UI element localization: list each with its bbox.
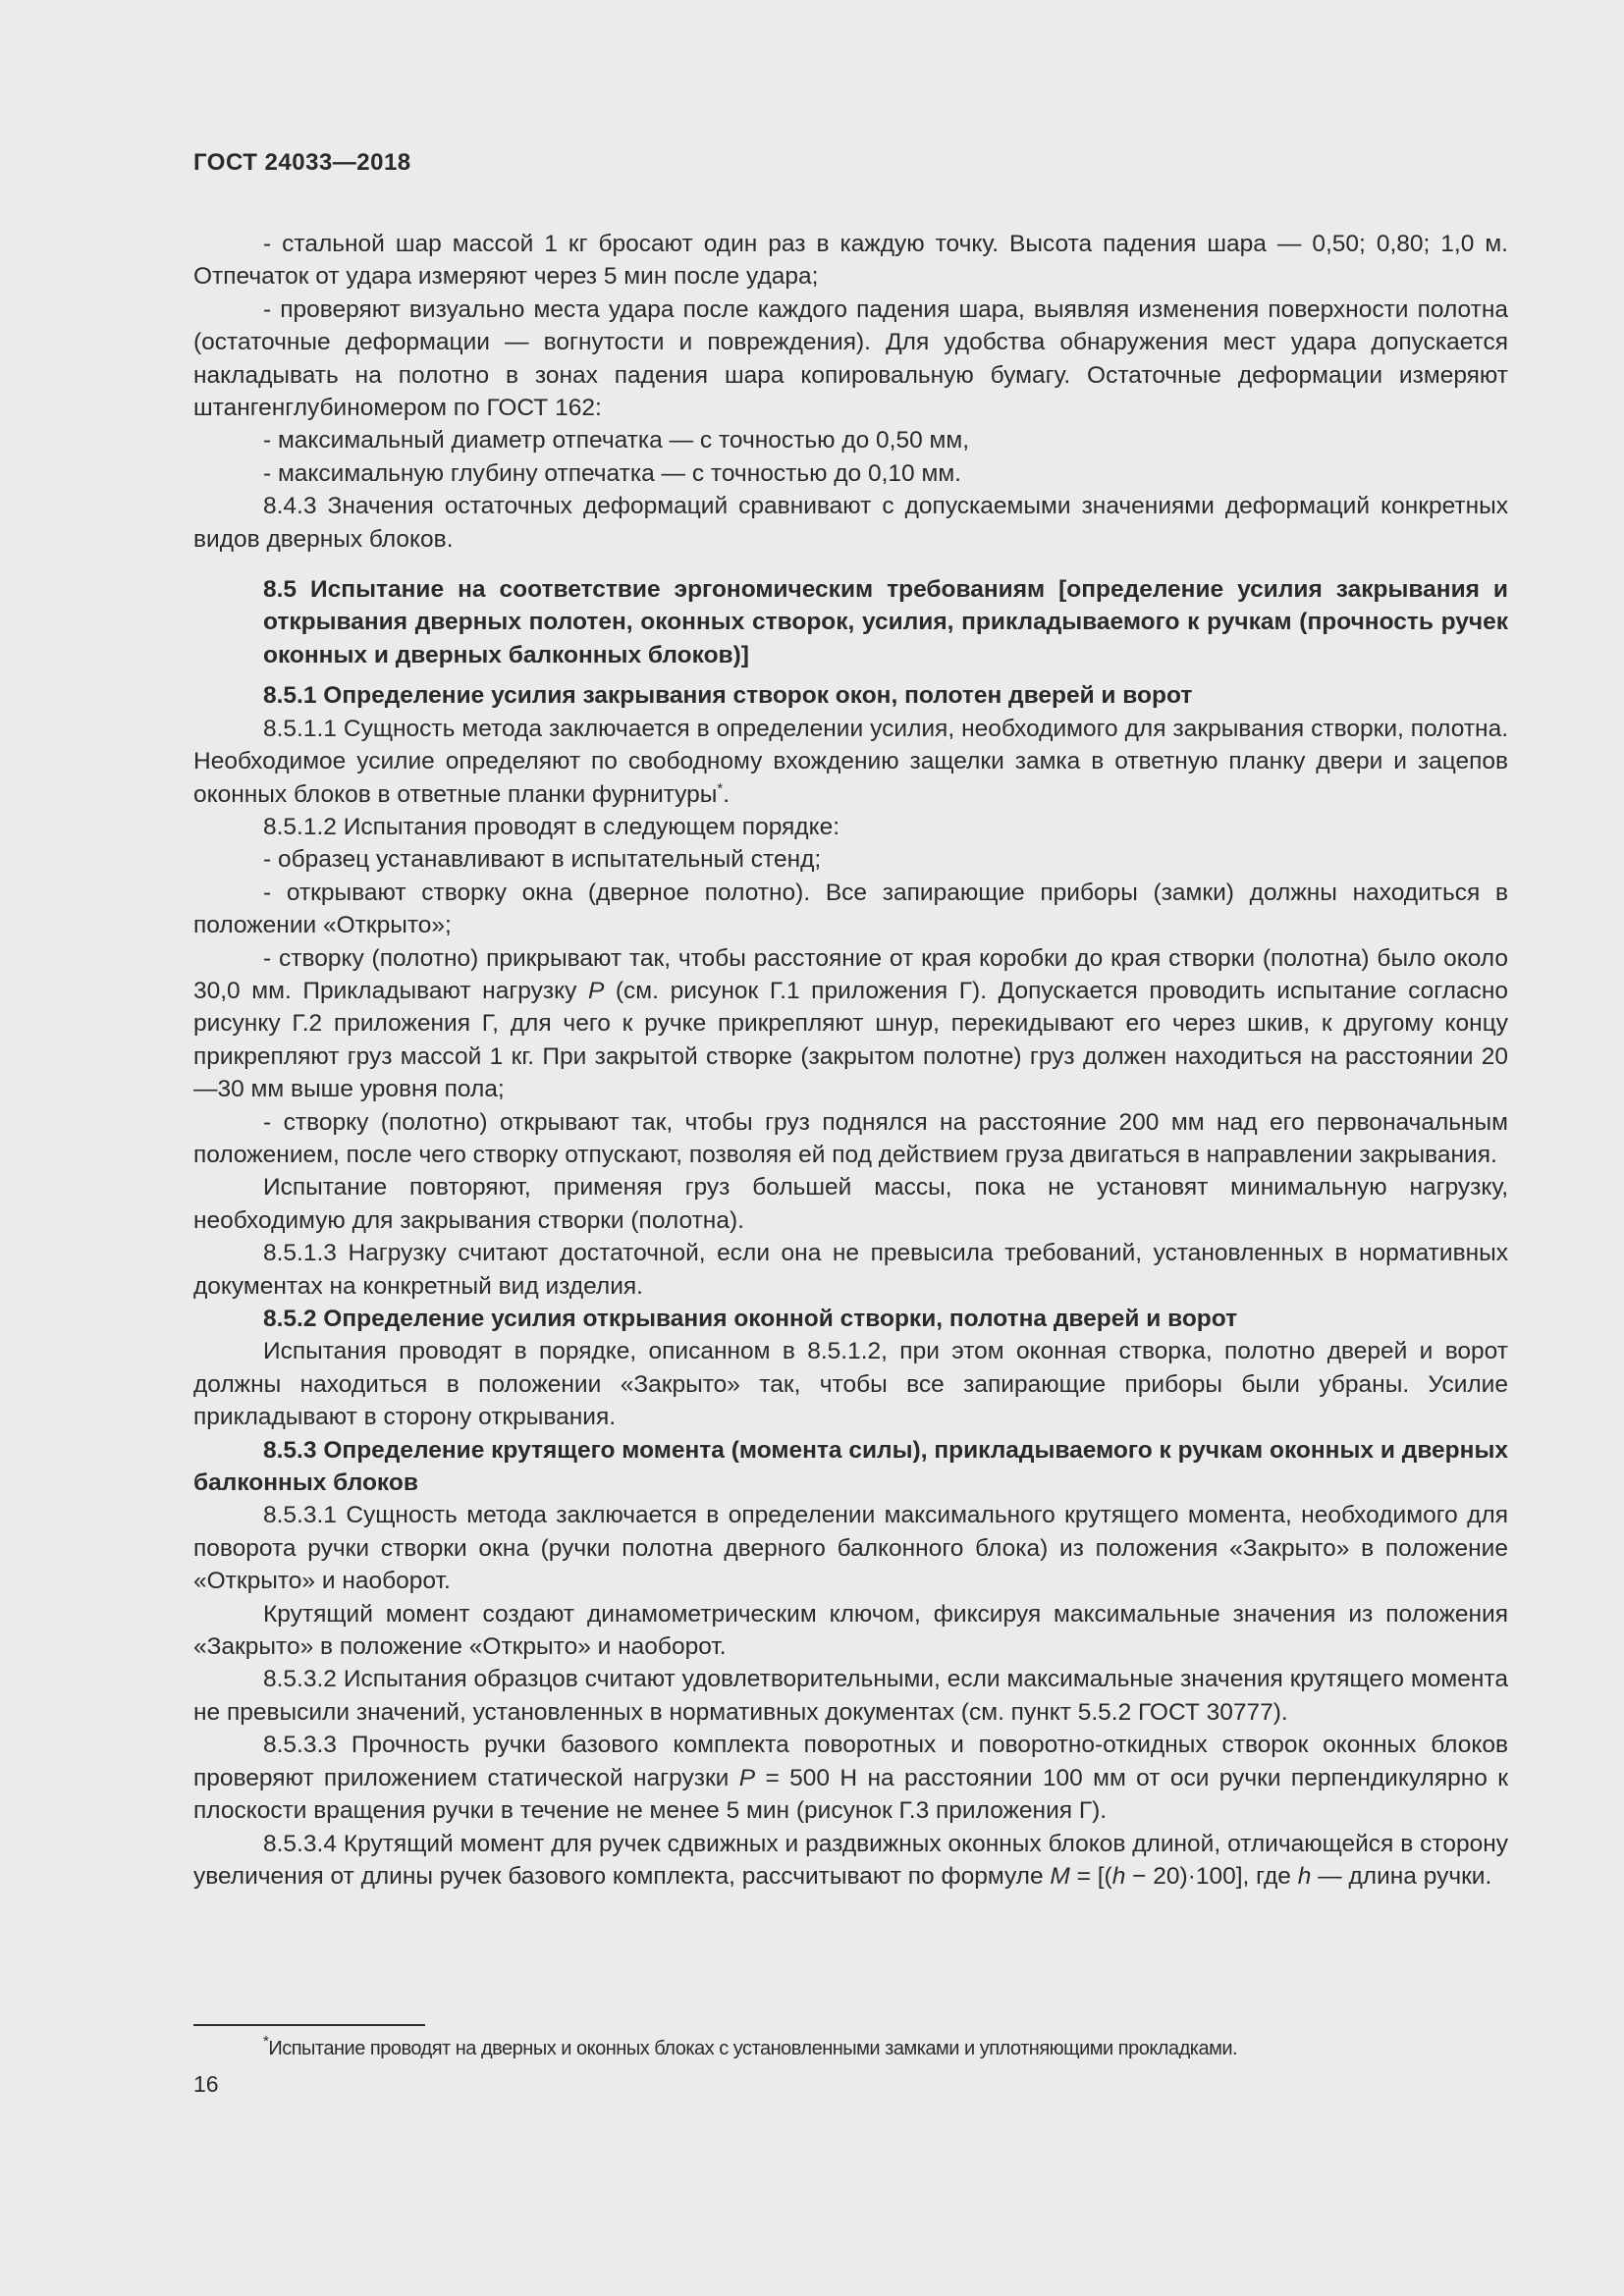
- document-header: ГОСТ 24033—2018: [193, 149, 411, 176]
- paragraph-8-5-1-3: 8.5.1.3 Нагрузку считают достаточной, если она не превысила требований, установленных в нормативных документах на конкретный вид изделия.: [193, 1240, 1508, 1300]
- paragraph-max-depth: - максимальную глубину отпечатка — с точностью до 0,10 мм.: [263, 459, 961, 487]
- paragraph-visual-check: - проверяют визуально места удара после каждого падения шара, выявляя изменения поверхности полотна (остаточные деформации — вогнутости и повреждения). Для удобства обнаружения мест удара допускается накладывать на полотно в зонах падения шара копировальную бумагу. Остаточные деформации измеряют штангенглубиномером по ГОСТ 162:: [193, 295, 1508, 422]
- page-number: 16: [193, 2071, 219, 2097]
- footnote-mark: *: [263, 2033, 269, 2050]
- section-heading-8-5-1: 8.5.1 Определение усилия закрывания створок окон, полотен дверей и ворот: [263, 682, 1193, 710]
- footnote: [263, 2033, 1508, 2061]
- paragraph-8-5-1-1: 8.5.1.1 Сущность метода заключается в определении усилия, необходимого для закрывания створки, полотна. Необходимое усилие определяют по свободному вхождению защелки замка в ответную планку двери и зацепов оконных блоков в ответные планки фурнитуры*.: [193, 715, 1508, 808]
- footnote-reference: *: [717, 779, 724, 797]
- paragraph-8-5-2: Испытания проводят в порядке, описанном в 8.5.1.2, при этом оконная створка, полотно дверей и ворот должны находиться в положении «Закрыто» так, чтобы все запирающие приборы были убраны. Усилие прикладывают в сторону открывания.: [193, 1338, 1508, 1431]
- section-heading-8-5-2: 8.5.2 Определение усилия открывания оконной створки, полотна дверей и ворот: [263, 1306, 1238, 1332]
- paragraph-max-diameter: - максимальный диаметр отпечатка — с точностью до 0,50 мм,: [263, 427, 970, 454]
- paragraph-8-5-3-2: 8.5.3.2 Испытания образцов считают удовлетворительными, если максимальные значения крутящего момента не превысили значений, установленных в нормативных документах (см. пункт 5.5.2 ГОСТ 30777).: [193, 1666, 1508, 1726]
- paragraph-repeat-test: Испытание повторяют, применяя груз большей массы, пока не установят минимальную нагрузку, необходимую для закрывания створки (полотна).: [193, 1174, 1508, 1234]
- footnote-separator: [193, 2024, 425, 2026]
- paragraph-8-5-3-3: 8.5.3.3 Прочность ручки базового комплекта поворотных и поворотно-откидных створок оконных блоков проверяют приложением статической нагрузки P = 500 Н на расстоянии 100 мм от оси ручки перпендикулярно к плоскости вращения ручки в течение не менее 5 мин (рисунок Г.3 приложения Г).: [193, 1732, 1509, 1825]
- list-item-sample-install: - образец устанавливают в испытательный стенд;: [263, 846, 822, 874]
- footnote-text: Испытание проводят на дверных и оконных блоках с установленными замками и уплотняющими прокладками.: [268, 2038, 1238, 2059]
- section-heading-8-5-3: 8.5.3 Определение крутящего момента (момента силы), прикладываемого к ручкам оконных и дверных балконных блоков: [193, 1436, 1508, 1497]
- paragraph-ball-drop: - стальной шар массой 1 кг бросают один раз в каждую точку. Высота падения шара — 0,50; 0,80; 1,0 м. Отпечаток от удара измеряют через 5 мин после удара;: [193, 231, 1508, 291]
- list-item-open-sash: - открывают створку окна (дверное полотно). Все запирающие приборы (замки) должны находиться в положении «Открыто»;: [193, 879, 1508, 939]
- paragraph-8-4-3: 8.4.3 Значения остаточных деформаций сравнивают с допускаемыми значениями деформаций конкретных видов дверных блоков.: [193, 493, 1508, 553]
- list-item-close-sash: - створку (полотно) прикрывают так, чтобы расстояние от края коробки до края створки (полотна) было около 30,0 мм. Прикладывают нагрузку P (см. рисунок Г.1 приложения Г). Допускается проводить испытание согласно рисунку Г.2 приложения Г, для чего к ручке прикрепляют шнур, перекидывают его через шкив, к другому концу прикрепляют груз массой 1 кг. При закрытой створке (закрытом полотне) груз должен находиться на расстоянии 20—30 мм выше уровня пола;: [193, 944, 1508, 1103]
- paragraph-8-5-3-1: 8.5.3.1 Сущность метода заключается в определении максимального крутящего момента, необходимого для поворота ручки створки окна (ручки полотна дверного балконного блока) из положения «Закрыто» в положение «Открыто» и наоборот.: [193, 1502, 1508, 1595]
- list-item-lift-weight: - створку (полотно) открывают так, чтобы груз поднялся на расстояние 200 мм над его первоначальным положением, после чего створку отпускают, позволяя ей под действием груза двигаться в направлении закрывания.: [193, 1108, 1508, 1168]
- paragraph-torque-wrench: Крутящий момент создают динамометрическим ключом, фиксируя максимальные значения из положения «Закрыто» в положение «Открыто» и наоборот.: [193, 1600, 1508, 1661]
- document-body: [193, 228, 1508, 1893]
- paragraph-8-5-3-4: 8.5.3.4 Крутящий момент для ручек сдвижных и раздвижных оконных блоков длиной, отличающейся в сторону увеличения от длины ручек базового комплекта, рассчитывают по формуле M = [(h − 20)·100], где h — длина ручки.: [193, 1830, 1508, 1890]
- section-heading-8-5: 8.5 Испытание на соответствие эргономическим требованиям [определение усилия закрывания и открывания дверных полотен, оконных створок, усилия, прикладываемого к ручкам (прочность ручек оконных и дверных балконных блоков)]: [263, 576, 1508, 668]
- paragraph-8-5-1-2: 8.5.1.2 Испытания проводят в следующем порядке:: [263, 813, 840, 840]
